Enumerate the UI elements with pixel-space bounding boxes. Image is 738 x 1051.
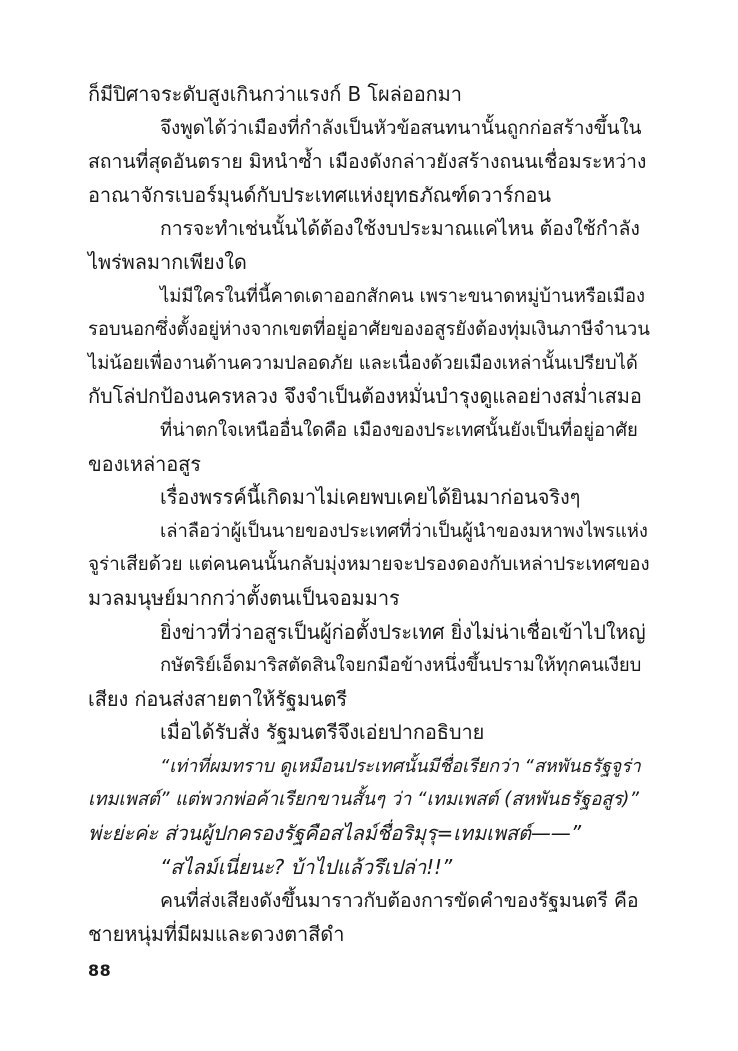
text-line: ยิ่งข่าวที่ว่าอสูรเป็นผู้ก่อตั้งประเทศ ยิ่งไม่น่าเชื่อเข้าไปใหญ่ xyxy=(160,619,646,644)
dialogue-line: เทมเพสต์” แต่พวกพ่อค้าเรียกขานสั้นๆ ว่า “เทมเพสต์ (สหพันธรัฐอสูร)” xyxy=(88,789,639,811)
text-line: ชายหนุ่มที่มีผมและดวงตาสีดำ xyxy=(88,921,345,946)
text-line: รอบนอกซึ่งตั้งอยู่ห่างจากเขตที่อยู่อาศัยของอสูรยังต้องทุ่มเงินภาษีจำนวน xyxy=(88,319,650,341)
text-line: จึงพูดได้ว่าเมืองที่กำลังเป็นหัวข้อสนทนานั้นถูกก่อสร้างขึ้นใน xyxy=(160,116,642,139)
text-line: เล่าลือว่าผู้เป็นนายของประเทศที่ว่าเป็นผู้นำของมหาพงไพรแห่ง xyxy=(160,520,648,542)
text-line: อาณาจักรเบอร์มุนด์กับประเทศแห่งยุทธภัณฑ์ดวาร์กอน xyxy=(88,182,551,207)
dialogue-line: “สไลม์เนี่ยนะ? บ้าไปแล้วรึเปล่า!!” xyxy=(160,854,453,879)
page-body xyxy=(88,78,650,951)
page-number: 88 xyxy=(88,961,112,980)
text-line: ไม่น้อยเพื่องานด้านความปลอดภัย และเนื่องด้วยเมืองเหล่านั้นเปรียบได้ xyxy=(88,352,638,374)
text-line: ที่น่าตกใจเหนืออื่นใดคือ เมืองของประเทศนั้นยังเป็นที่อยู่อาศัย xyxy=(160,419,638,441)
text-line: สถานที่สุดอันตราย มิหนำซ้ำ เมืองดังกล่าวยังสร้างถนนเชื่อมระหว่าง xyxy=(88,150,647,174)
text-line: คนที่ส่งเสียงดังขึ้นมาราวกับต้องการขัดคำของรัฐมนตรี คือ xyxy=(160,889,639,913)
text-line: ของเหล่าอสูร xyxy=(88,451,201,476)
text-line: กษัตริย์เอ็ดมาริสตัดสินใจยกมือข้างหนึ่งขึ้นปรามให้ทุกคนเงียบ xyxy=(160,655,642,677)
text-line: ไม่มีใครในที่นี้คาดเดาออกสักคน เพราะขนาดหมู่บ้านหรือเมือง xyxy=(160,285,645,307)
text-line: จูร่าเสียด้วย แต่คนคนนั้นกลับมุ่งหมายจะปรองดองกับเหล่าประเทศของ xyxy=(88,553,650,576)
text-line: เสียง ก่อนส่งสายตาให้รัฐมนตรี xyxy=(88,686,348,711)
dialogue-line: “เท่าที่ผมทราบ ดูเหมือนประเทศนั้นมีชื่อเรียกว่า “สหพันธรัฐจูร่า xyxy=(160,755,641,777)
text-line: ก็มีปิศาจระดับสูงเกินกว่าแรงก์ B โผล่ออกมา xyxy=(88,82,462,106)
text-line: เรื่องพรรค์นี้เกิดมาไม่เคยพบเคยได้ยินมาก่อนจริงๆ xyxy=(160,485,581,510)
text-line: ไพร่พลมากเพียงใด xyxy=(88,249,247,274)
text-line: กับโล่ปกป้องนครหลวง จึงจำเป็นต้องหมั่นบำรุงดูแลอย่างสม่ำเสมอ xyxy=(88,384,642,409)
text-line: มวลมนุษย์มากกว่าตั้งตนเป็นจอมมาร xyxy=(88,585,400,610)
dialogue-line: พ่ะย่ะค่ะ ส่วนผู้ปกครองรัฐคือสไลม์ชื่อริมุรุ=เทมเพสต์——” xyxy=(88,821,581,846)
text-line: การจะทำเช่นนั้นได้ต้องใช้งบประมาณแค่ไหน ต้องใช้กำลัง xyxy=(160,217,640,241)
text-line: เมื่อได้รับสั่ง รัฐมนตรีจึงเอ่ยปากอธิบาย xyxy=(160,720,485,745)
